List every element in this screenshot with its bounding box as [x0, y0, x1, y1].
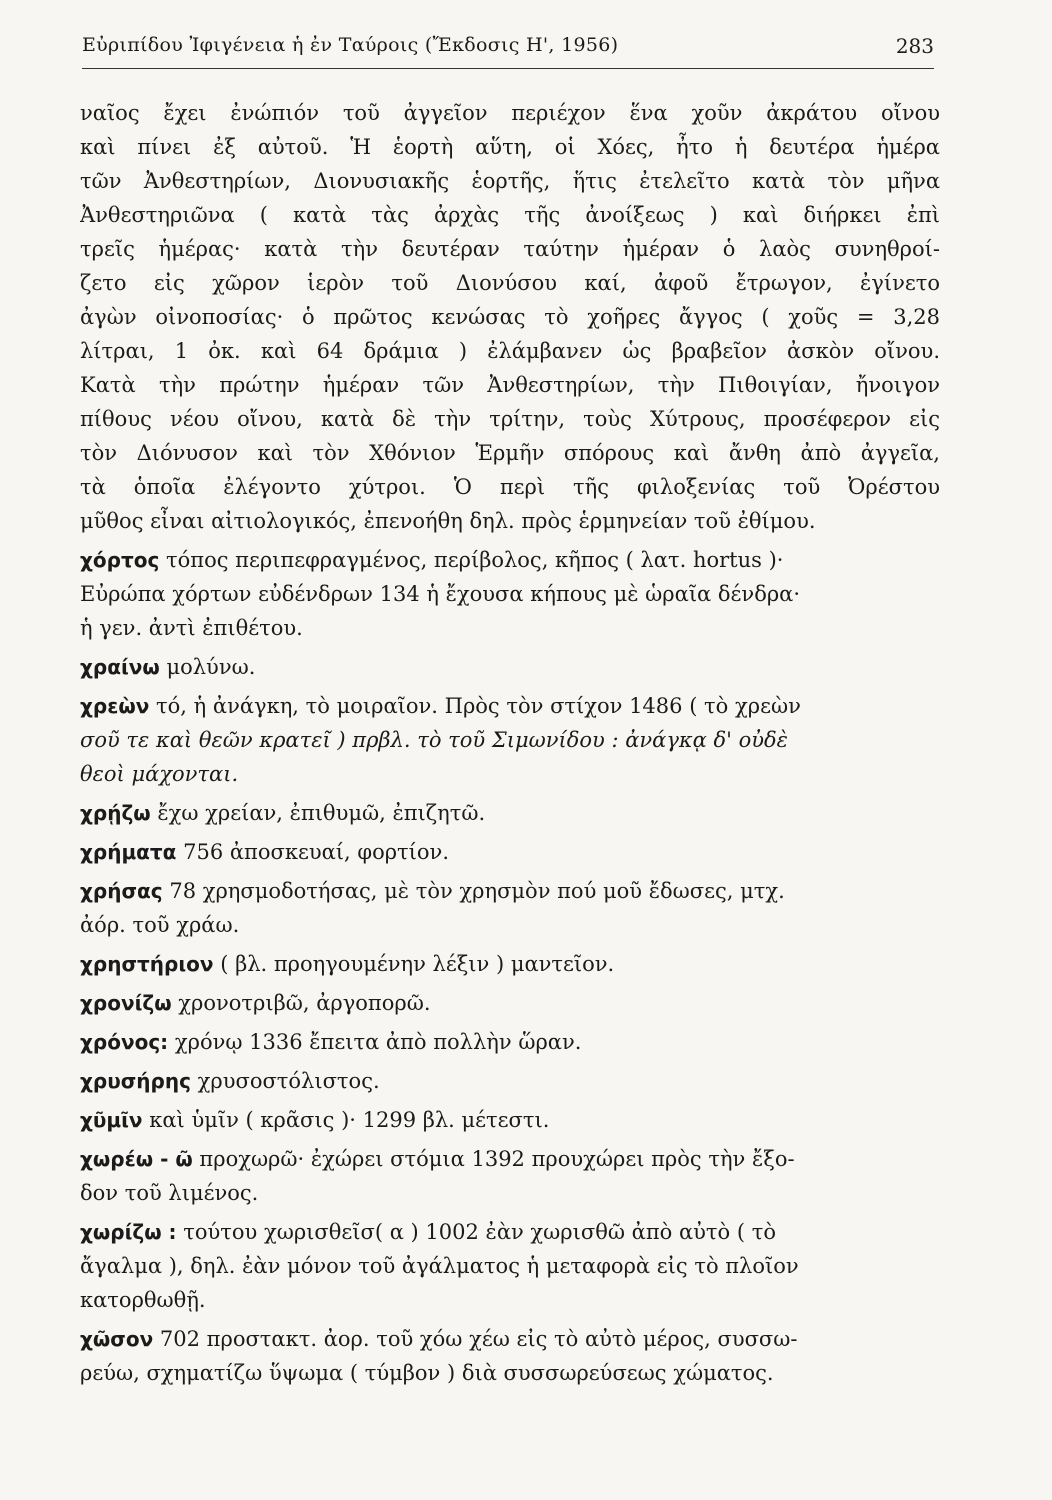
entry-text: σοῦ τε καὶ θεῶν κρατεῖ ) πρβλ. τὸ τοῦ Σιμωνίδου : ἀνάγκᾳ δ' οὐδὲ	[80, 728, 788, 752]
entry-headword: χωρέω - ῶ	[80, 1147, 193, 1171]
entry-chorizo	[80, 1215, 940, 1317]
entry-text: ἀόρ. τοῦ χράω.	[80, 913, 240, 937]
text-line: μῦθος εἶναι αἰτιολογικός, ἐπενοήθη δηλ. πρὸς ἑρμηνείαν τοῦ ἐθίμου.	[80, 509, 816, 533]
entry-text: χρόνῳ 1336 ἔπειτα ἀπὸ πολλὴν ὥραν.	[174, 1030, 582, 1054]
entry-text: ( βλ. προηγουμένην λέξιν ) μαντεῖον.	[220, 952, 615, 976]
entry-chryseres	[80, 1064, 940, 1098]
text-line: λίτραι, 1 ὀκ. καὶ 64 δράμια ) ἐλάμβανεν ὡς βραβεῖον ἀσκὸν οἴνου.	[80, 339, 940, 363]
entry-text: κατορθωθῇ.	[80, 1288, 206, 1312]
entry-text: καὶ ὑμῖν ( κρᾶσις )· 1299 βλ. μέτεστι.	[149, 1108, 550, 1132]
text-line: τὸν Διόνυσον καὶ τὸν Χθόνιον Ἑρμῆν σπόρους καὶ ἄνθη ἀπὸ ἀγγεῖα,	[80, 441, 940, 465]
text-line: Ἀνθεστηριῶνα ( κατὰ τὰς ἀρχὰς τῆς ἀνοίξεως ) καὶ διήρκει ἐπὶ	[80, 203, 940, 227]
page-body	[80, 96, 940, 1390]
entry-text: χρυσοστόλιστος.	[197, 1069, 380, 1093]
entry-chresas	[80, 874, 940, 942]
entry-chraino	[80, 650, 940, 684]
entry-text: χρονοτριβῶ, ἀργοπορῶ.	[178, 991, 431, 1015]
entry-text: Εὐρώπα χόρτων εὐδένδρων 134 ἡ ἔχουσα κήπους μὲ ὡραῖα δένδρα·	[80, 582, 801, 606]
entry-chremata	[80, 835, 940, 869]
entry-headword: χόρτος	[80, 548, 160, 572]
entry-headword: χρήσας	[80, 879, 163, 903]
entry-text: προχωρῶ· ἐχώρει στόμια 1392 προυχώρει πρὸς τὴν ἔξο-	[199, 1147, 795, 1171]
entry-text: θεοὶ μάχονται.	[80, 762, 239, 786]
entry-chronizo	[80, 986, 940, 1020]
text-line: πίθους νέου οἴνου, κατὰ δὲ τὴν τρίτην, τοὺς Χύτρους, προσέφερον εἰς	[80, 407, 940, 431]
text-line: Κατὰ τὴν πρώτην ἡμέραν τῶν Ἀνθεστηρίων, τὴν Πιθοιγίαν, ἤνοιγον	[80, 373, 940, 397]
entry-chymin	[80, 1103, 940, 1137]
entry-headword: χρῄζω	[80, 801, 151, 825]
entry-chronos	[80, 1025, 940, 1059]
entry-chrezo	[80, 796, 940, 830]
entry-choreo	[80, 1142, 940, 1210]
entry-headword: χρονίζω	[80, 991, 172, 1015]
header-title: Εὐριπίδου Ἰφιγένεια ἡ ἐν Ταύροις (Ἔκδοσις Η', 1956)	[82, 34, 619, 56]
entry-headword: χρηστήριον	[80, 952, 214, 976]
entry-headword: χρεὼν	[80, 694, 150, 718]
entry-text: ἔχω χρείαν, ἐπιθυμῶ, ἐπιζητῶ.	[157, 801, 486, 825]
text-line: ζετο εἰς χῶρον ἱερὸν τοῦ Διονύσου καί, ἀφοῦ ἔτρωγον, ἐγίνετο	[80, 271, 940, 295]
entry-headword: χρήματα	[80, 840, 177, 864]
entry-headword: χραίνω	[80, 655, 160, 679]
entry-headword: χωρίζω :	[80, 1220, 177, 1244]
entry-choson	[80, 1322, 940, 1390]
entry-chreon	[80, 689, 940, 791]
text-line: τῶν Ἀνθεστηρίων, Διονυσιακῆς ἑορτῆς, ἥτις ἐτελεῖτο κατὰ τὸν μῆνα	[80, 169, 940, 193]
entry-chortos	[80, 543, 940, 645]
entry-text: τόπος περιπεφραγμένος, περίβολος, κῆπος ( λατ. hortus )·	[166, 548, 784, 572]
entry-headword: χρυσήρης	[80, 1069, 191, 1093]
text-line: τρεῖς ἡμέρας· κατὰ τὴν δευτέραν ταύτην ἡμέραν ὁ λαὸς συνηθροί-	[80, 237, 940, 261]
text-line: καὶ πίνει ἐξ αὐτοῦ. Ἡ ἑορτὴ αὕτη, οἱ Χόες, ἦτο ἡ δευτέρα ἡμέρα	[80, 135, 940, 159]
entry-text: τούτου χωρισθεῖσ( α ) 1002 ἐὰν χωρισθῶ ἀπὸ αὐτὸ ( τὸ	[183, 1220, 776, 1244]
entry-text: μολύνω.	[166, 655, 256, 679]
entry-text: ἄγαλμα ), δηλ. ἐὰν μόνον τοῦ ἀγάλματος ἡ μεταφορὰ εἰς τὸ πλοῖον	[80, 1254, 799, 1278]
entry-headword: χῶσον	[80, 1327, 154, 1351]
entry-text: τό, ἡ ἀνάγκη, τὸ μοιραῖον. Πρὸς τὸν στίχον 1486 ( τὸ χρεὼν	[156, 694, 801, 718]
entry-text: 78 χρησμοδοτήσας, μὲ τὸν χρησμὸν πού μοῦ ἔδωσες, μτχ.	[169, 879, 785, 903]
entry-text: ρεύω, σχηματίζω ὕψωμα ( τύμβον ) διὰ συσσωρεύσεως χώματος.	[80, 1361, 774, 1385]
entry-text: 756 ἀποσκευαί, φορτίον.	[183, 840, 449, 864]
entry-text: δον τοῦ λιμένος.	[80, 1181, 259, 1205]
intro-paragraph	[80, 96, 940, 538]
entry-headword: χρόνος:	[80, 1030, 169, 1054]
running-header	[82, 28, 934, 69]
text-line: ἀγὼν οἰνοποσίας· ὁ πρῶτος κενώσας τὸ χοῆρες ἄγγος ( χοῦς = 3,28	[80, 305, 940, 329]
entry-text: 702 προστακτ. ἀορ. τοῦ χόω χέω εἰς τὸ αὐτὸ μέρος, συσσω-	[159, 1327, 798, 1351]
page-number: 283	[895, 34, 934, 58]
entry-text: ἡ γεν. ἀντὶ ἐπιθέτου.	[80, 616, 303, 640]
entry-headword: χῦμῖν	[80, 1108, 143, 1132]
entry-chresterion	[80, 947, 940, 981]
text-line: ναῖος ἔχει ἐνώπιόν τοῦ ἀγγεῖον περιέχον ἕνα χοῦν ἀκράτου οἴνου	[80, 101, 940, 125]
text-line: τὰ ὁποῖα ἐλέγοντο χύτροι. Ὁ περὶ τῆς φιλοξενίας τοῦ Ὀρέστου	[80, 475, 940, 499]
